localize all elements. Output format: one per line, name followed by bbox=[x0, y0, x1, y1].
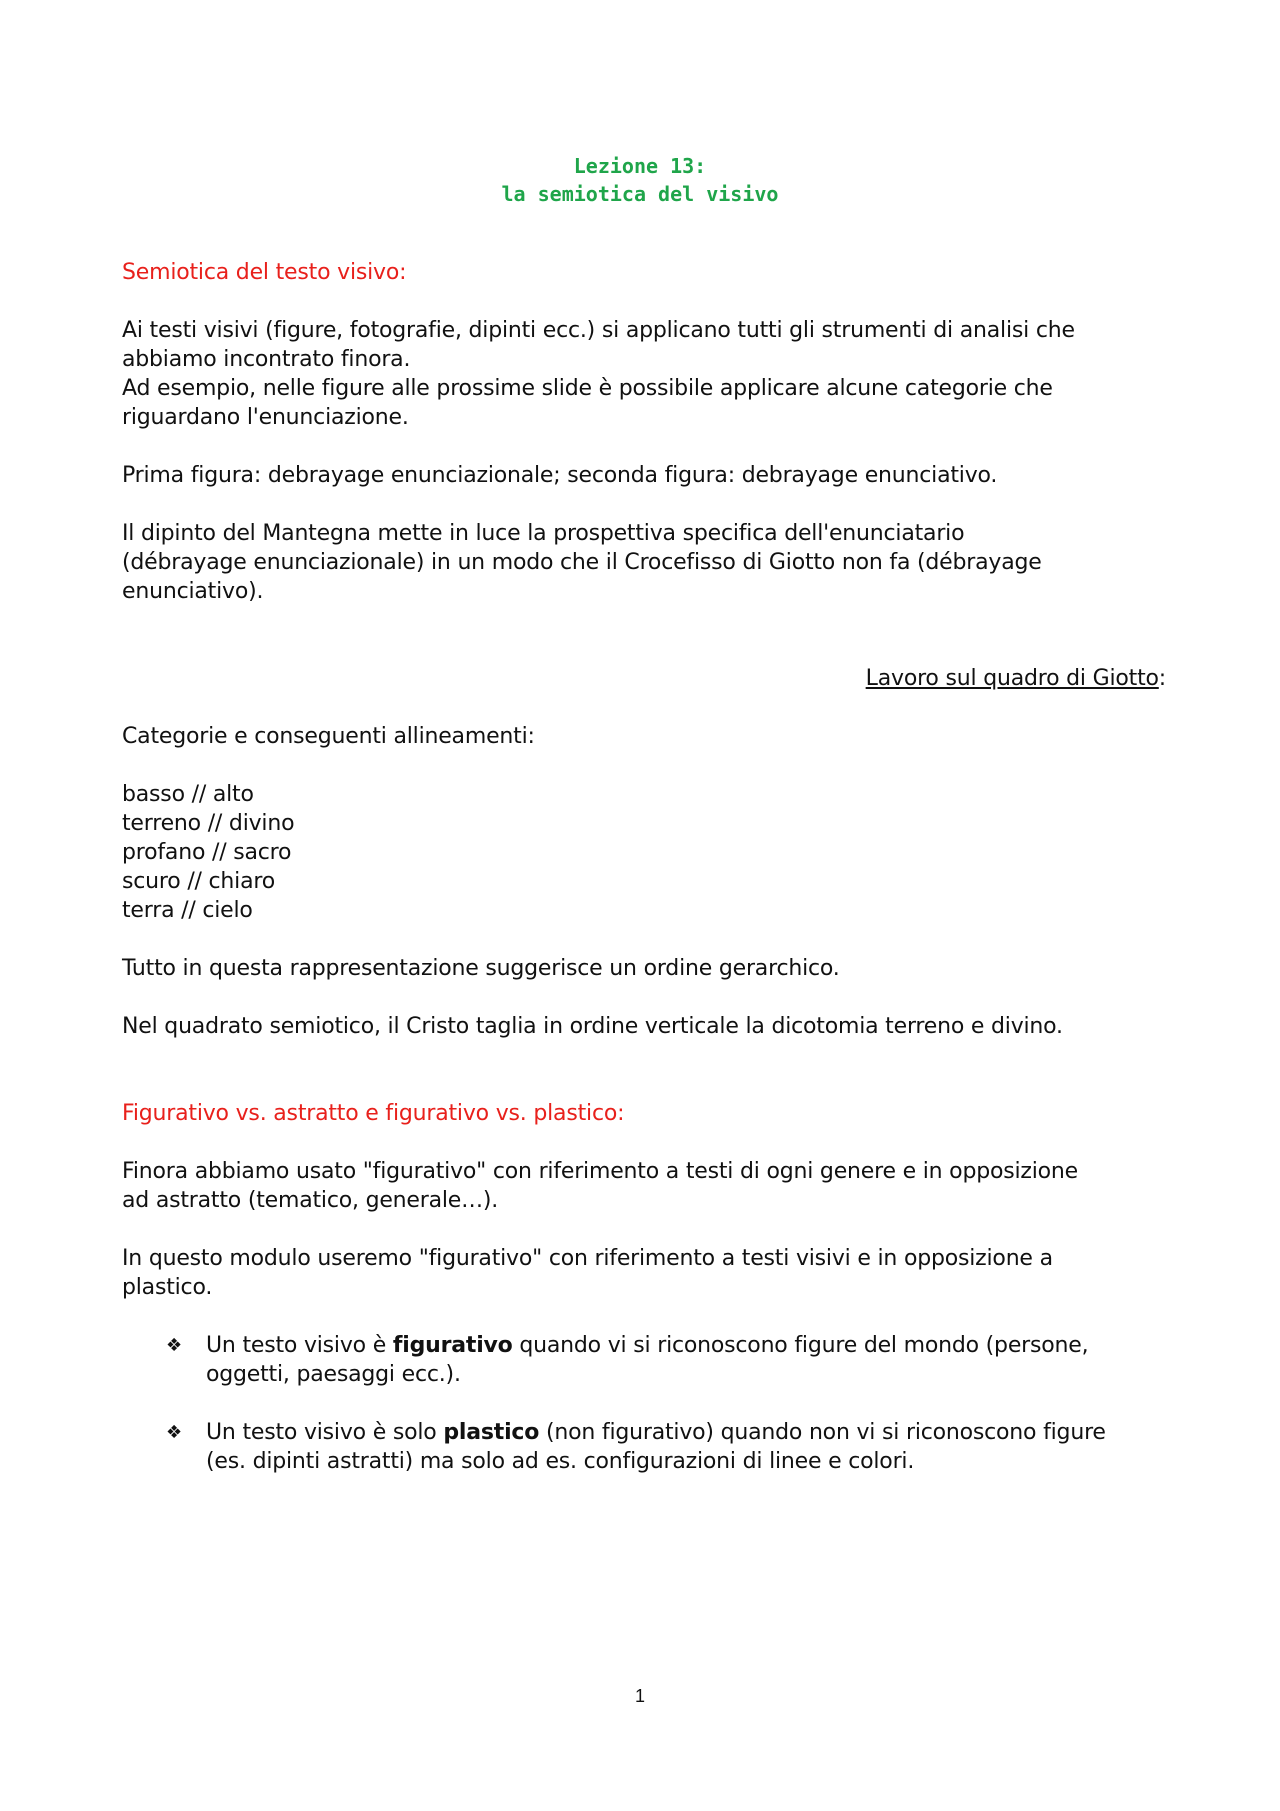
paragraph-hierarchy: Tutto in questa rappresentazione suggerisce un ordine gerarchico. bbox=[122, 956, 840, 981]
list-item-figurativo bbox=[166, 1331, 1172, 1389]
categories-intro: Categorie e conseguenti allineamenti: bbox=[122, 724, 535, 749]
bullet-text-start: Un testo visivo è solo bbox=[206, 1420, 444, 1445]
bullet-text-start: Un testo visivo è bbox=[206, 1333, 393, 1358]
section-heading-figurativo: Figurativo vs. astratto e figurativo vs. plastico: bbox=[122, 1101, 625, 1126]
category-line: basso // alto bbox=[122, 782, 254, 807]
paragraph-modulo-line-1: In questo modulo useremo "figurativo" con riferimento a testi visivi e in opposizione a bbox=[122, 1246, 1053, 1271]
paragraph-mantegna-line-2: (débrayage enunciazionale) in un modo che il Crocefisso di Giotto non fa (débrayage bbox=[122, 550, 1042, 575]
bold-term-plastico: plastico bbox=[443, 1420, 540, 1445]
paragraph-figurativo-line-1: Finora abbiamo usato "figurativo" con riferimento a testi di ogni genere e in opposizione bbox=[122, 1159, 1079, 1184]
giotto-work-label-colon: : bbox=[1158, 666, 1166, 691]
bold-term-figurativo: figurativo bbox=[392, 1333, 513, 1358]
bullet-text-end: (non figurativo) quando non vi si riconoscono figure bbox=[539, 1420, 1106, 1445]
bullet-text-line-2: oggetti, paesaggi ecc.). bbox=[206, 1362, 461, 1387]
lesson-title bbox=[0, 152, 1280, 208]
paragraph-intro-line-4: riguardano l'enunciazione. bbox=[122, 405, 409, 430]
section-heading-semiotica: Semiotica del testo visivo: bbox=[122, 260, 407, 285]
paragraph-intro-line-3: Ad esempio, nelle figure alle prossime slide è possibile applicare alcune categorie che bbox=[122, 376, 1053, 401]
giotto-work-label-text: Lavoro sul quadro di Giotto bbox=[865, 666, 1159, 691]
paragraph-figure-debrayage: Prima figura: debrayage enunciazionale; seconda figura: debrayage enunciativo. bbox=[122, 463, 998, 488]
paragraph-intro-line-2: abbiamo incontrato finora. bbox=[122, 347, 411, 372]
category-line: profano // sacro bbox=[122, 840, 292, 865]
paragraph-modulo-line-2: plastico. bbox=[122, 1275, 213, 1300]
page-number: 1 bbox=[634, 1686, 645, 1706]
category-line: terra // cielo bbox=[122, 898, 253, 923]
diamond-bullet-icon: ❖ bbox=[166, 1335, 182, 1356]
document-body bbox=[122, 258, 1172, 1476]
definition-list bbox=[122, 1331, 1172, 1476]
category-line: terreno // divino bbox=[122, 811, 295, 836]
list-item-plastico bbox=[166, 1418, 1172, 1476]
bullet-text-line-2: (es. dipinti astratti) ma solo ad es. configurazioni di linee e colori. bbox=[206, 1449, 915, 1474]
giotto-work-label bbox=[122, 664, 1172, 693]
paragraph-mantegna-line-3: enunciativo). bbox=[122, 579, 264, 604]
lesson-title-line-1: Lezione 13: bbox=[573, 154, 707, 178]
lesson-title-line-2: la semiotica del visivo bbox=[501, 182, 779, 206]
paragraph-semiotic-square: Nel quadrato semiotico, il Cristo taglia in ordine verticale la dicotomia terreno e divino. bbox=[122, 1014, 1063, 1039]
bullet-text-end: quando vi si riconoscono figure del mondo (persone, bbox=[512, 1333, 1089, 1358]
diamond-bullet-icon: ❖ bbox=[166, 1422, 182, 1443]
paragraph-intro-line-1: Ai testi visivi (figure, fotografie, dipinti ecc.) si applicano tutti gli strumenti di analisi che bbox=[122, 318, 1075, 343]
category-line: scuro // chiaro bbox=[122, 869, 275, 894]
paragraph-figurativo-line-2: ad astratto (tematico, generale…). bbox=[122, 1188, 499, 1213]
paragraph-mantegna-line-1: Il dipinto del Mantegna mette in luce la prospettiva specifica dell'enunciatario bbox=[122, 521, 965, 546]
